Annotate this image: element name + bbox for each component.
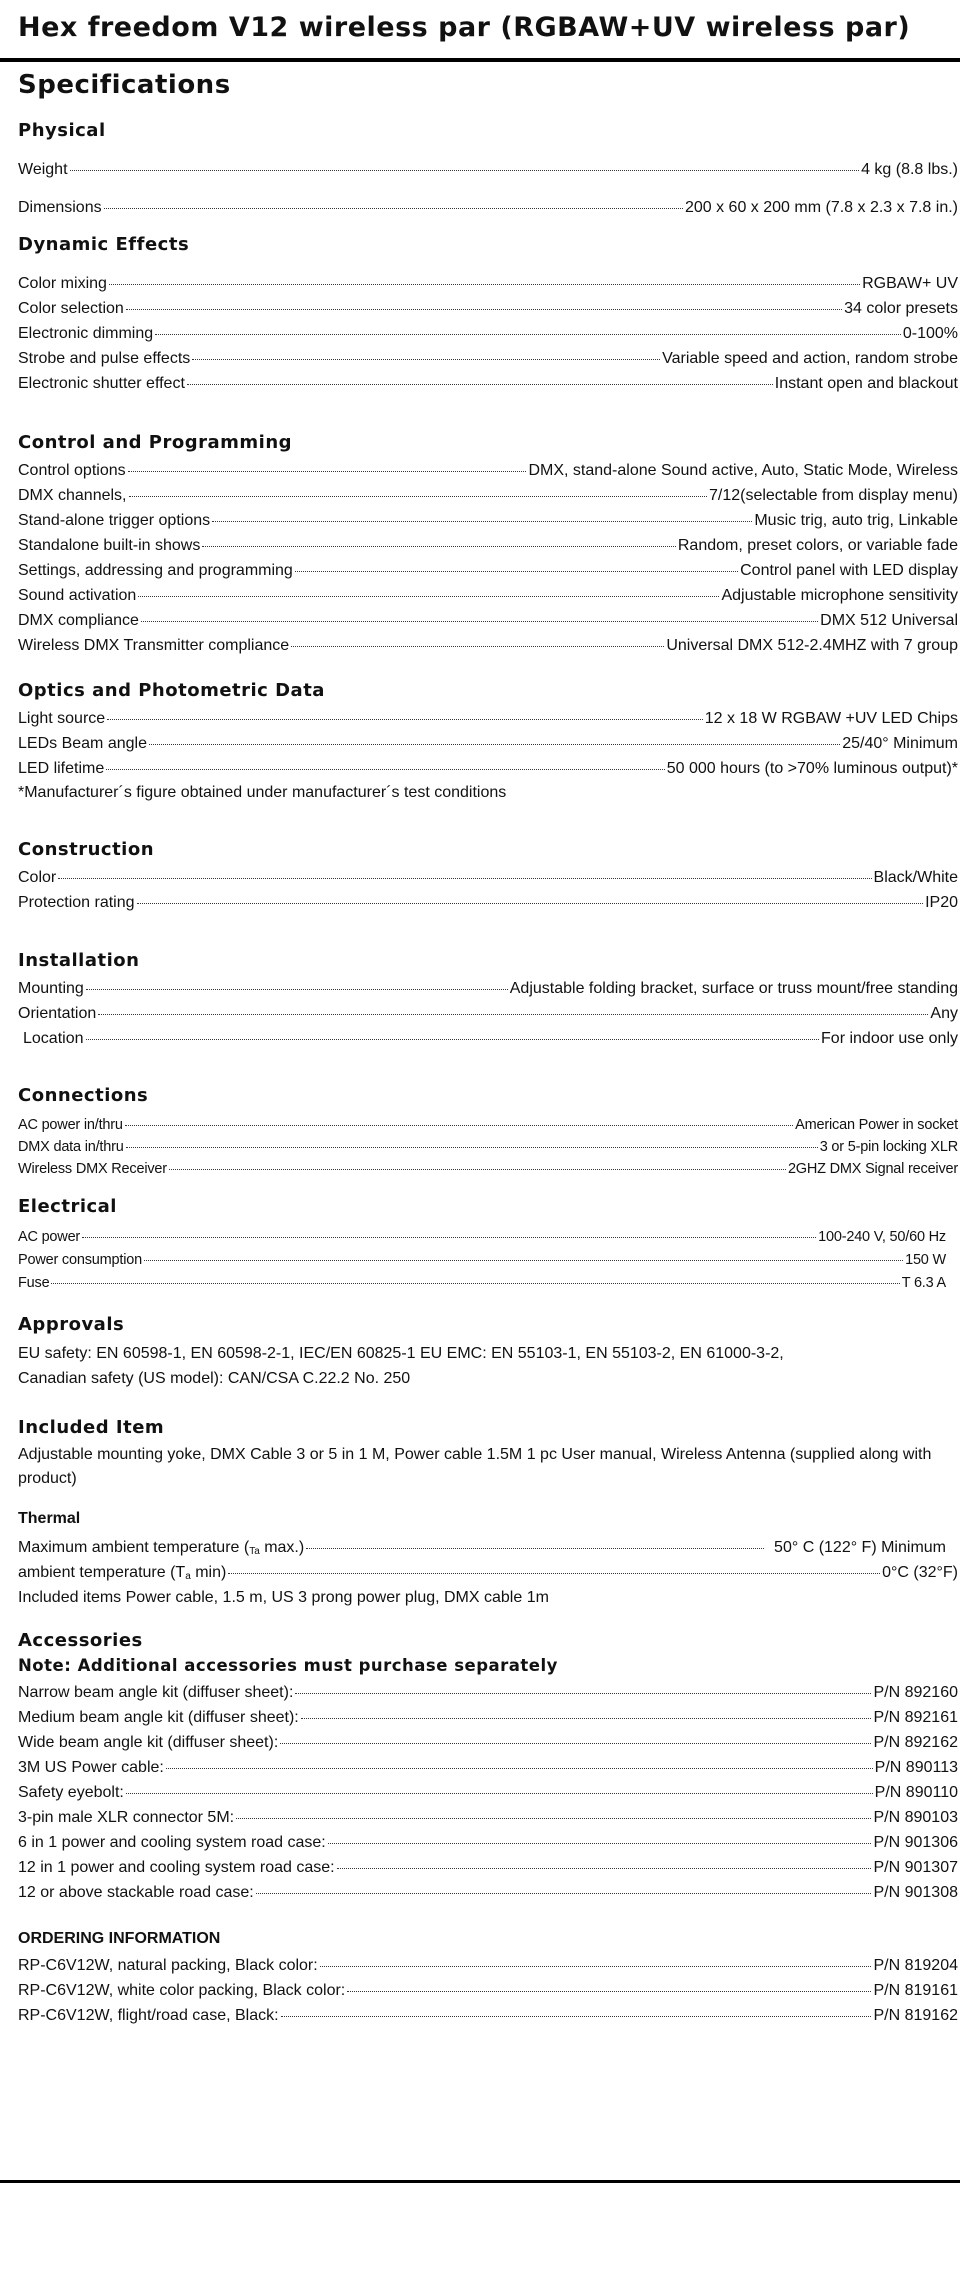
spec-row-beam-angle: LEDs Beam angle 25/40° Minimum — [18, 735, 958, 752]
approvals-eu: EU safety: EN 60598-1, EN 60598-2-1, IEC/EN 60825-1 EU EMC: EN 55103-1, EN 55103-2, EN 61000-3-2, — [18, 1345, 784, 1362]
control-heading: Control and Programming — [18, 432, 293, 453]
approvals-canada: Canadian safety (US model): CAN/CSA C.22.2 No. 250 — [18, 1370, 411, 1387]
spec-row-fuse: Fuse T 6.3 A — [18, 1275, 946, 1291]
ordering-row: RP-C6V12W, flight/road case, Black: P/N 819162 — [18, 2007, 958, 2024]
accessory-row: Narrow beam angle kit (diffuser sheet): P/N 892160 — [18, 1684, 958, 1701]
spec-row-orientation: Orientation Any — [18, 1005, 958, 1022]
spec-row-dmx-channels: DMX channels, 7/12(selectable from display menu) — [18, 487, 958, 504]
spec-row-strobe: Strobe and pulse effects Variable speed and action, random strobe — [18, 350, 958, 367]
footer-divider — [0, 2180, 960, 2183]
spec-row-color-mixing: Color mixing RGBAW+ UV — [18, 275, 958, 292]
spec-row-ac-power-thru: AC power in/thru American Power in socket — [18, 1117, 958, 1133]
approvals-heading: Approvals — [18, 1314, 125, 1335]
construction-heading: Construction — [18, 839, 155, 860]
dynamic-effects-heading: Dynamic Effects — [18, 234, 190, 255]
spec-row-sound-activation: Sound activation Adjustable microphone sensitivity — [18, 587, 958, 604]
spec-row-ac-power: AC power 100-240 V, 50/60 Hz — [18, 1229, 946, 1245]
spec-row-power-consumption: Power consumption 150 W — [18, 1252, 946, 1268]
document-title: Hex freedom V12 wireless par (RGBAW+UV wireless par) — [18, 12, 911, 43]
spec-row-dmx-data: DMX data in/thru 3 or 5-pin locking XLR — [18, 1139, 958, 1155]
spec-row-builtin-shows: Standalone built-in shows Random, preset colors, or variable fade — [18, 537, 958, 554]
spec-row-mounting: Mounting Adjustable folding bracket, surface or truss mount/free standing — [18, 980, 958, 997]
ordering-heading: ORDERING INFORMATION — [18, 1930, 221, 1947]
accessories-note: Note: Additional accessories must purchase separately — [18, 1656, 558, 1675]
spec-row-led-lifetime: LED lifetime 50 000 hours (to >70% luminous output)* — [18, 760, 958, 777]
spec-row-min-temp: ambient temperature ($T_a$ min) 0°C (32°F) — [18, 1564, 958, 1582]
spec-row-light-source: Light source 12 x 18 W RGBAW +UV LED Chips — [18, 710, 958, 727]
accessory-row: 6 in 1 power and cooling system road case: P/N 901306 — [18, 1834, 958, 1851]
accessory-row: 3M US Power cable: P/N 890113 — [18, 1759, 958, 1776]
installation-heading: Installation — [18, 950, 140, 971]
specifications-heading: Specifications — [18, 70, 231, 100]
accessory-row: 12 or above stackable road case: P/N 901308 — [18, 1884, 958, 1901]
title-divider — [0, 58, 960, 62]
thermal-heading: Thermal — [18, 1510, 81, 1527]
spec-row-color-selection: Color selection 34 color presets — [18, 300, 958, 317]
spec-row-weight: Weight 4 kg (8.8 lbs.) — [18, 161, 958, 178]
spec-row-location: Location For indoor use only — [23, 1030, 958, 1047]
physical-heading: Physical — [18, 120, 106, 141]
spec-row-settings: Settings, addressing and programming Control panel with LED display — [18, 562, 958, 579]
included-text: Adjustable mounting yoke, DMX Cable 3 or 5 in 1 M, Power cable 1.5M 1 pc User manual, Wireless Antenna (supplied along with product) — [18, 1446, 932, 1487]
accessory-row: 12 in 1 power and cooling system road case: P/N 901307 — [18, 1859, 958, 1876]
spec-row-dimensions: Dimensions 200 x 60 x 200 mm (7.8 x 2.3 x 7.8 in.) — [18, 199, 958, 216]
connections-heading: Connections — [18, 1085, 149, 1106]
included-heading: Included Item — [18, 1417, 165, 1438]
spec-row-dmx-compliance: DMX compliance DMX 512 Universal — [18, 612, 958, 629]
accessory-row: Safety eyebolt: P/N 890110 — [18, 1784, 958, 1801]
spec-row-electronic-dimming: Electronic dimming 0-100% — [18, 325, 958, 342]
spec-row-protection: Protection rating IP20 — [18, 894, 958, 911]
electrical-heading: Electrical — [18, 1196, 117, 1217]
spec-row-shutter: Electronic shutter effect Instant open and blackout — [18, 375, 958, 392]
spec-row-trigger-options: Stand-alone trigger options Music trig, auto trig, Linkable — [18, 512, 958, 529]
thermal-included-items: Included items Power cable, 1.5 m, US 3 prong power plug, DMX cable 1m — [18, 1589, 549, 1606]
spec-row-max-temp: Maximum ambient temperature ($_{Ta}$ max.) 50° C (122° F) Minimum — [18, 1539, 946, 1557]
spec-row-color: Color Black/White — [18, 869, 958, 886]
optics-heading: Optics and Photometric Data — [18, 680, 325, 701]
spec-row-wireless-dmx: Wireless DMX Transmitter compliance Universal DMX 512-2.4MHZ with 7 group — [18, 637, 958, 654]
accessory-row: 3-pin male XLR connector 5M: P/N 890103 — [18, 1809, 958, 1826]
ordering-row: RP-C6V12W, natural packing, Black color: P/N 819204 — [18, 1957, 958, 1974]
spec-row-wireless-receiver: Wireless DMX Receiver 2GHZ DMX Signal receiver — [18, 1161, 958, 1177]
ordering-row: RP-C6V12W, white color packing, Black color: P/N 819161 — [18, 1982, 958, 1999]
optics-footnote: *Manufacturer´s figure obtained under manufacturer´s test conditions — [18, 784, 507, 801]
accessory-row: Wide beam angle kit (diffuser sheet): P/N 892162 — [18, 1734, 958, 1751]
spec-row-control-options: Control options DMX, stand-alone Sound active, Auto, Static Mode, Wireless — [18, 462, 958, 479]
accessories-heading: Accessories — [18, 1630, 143, 1651]
accessory-row: Medium beam angle kit (diffuser sheet): P/N 892161 — [18, 1709, 958, 1726]
